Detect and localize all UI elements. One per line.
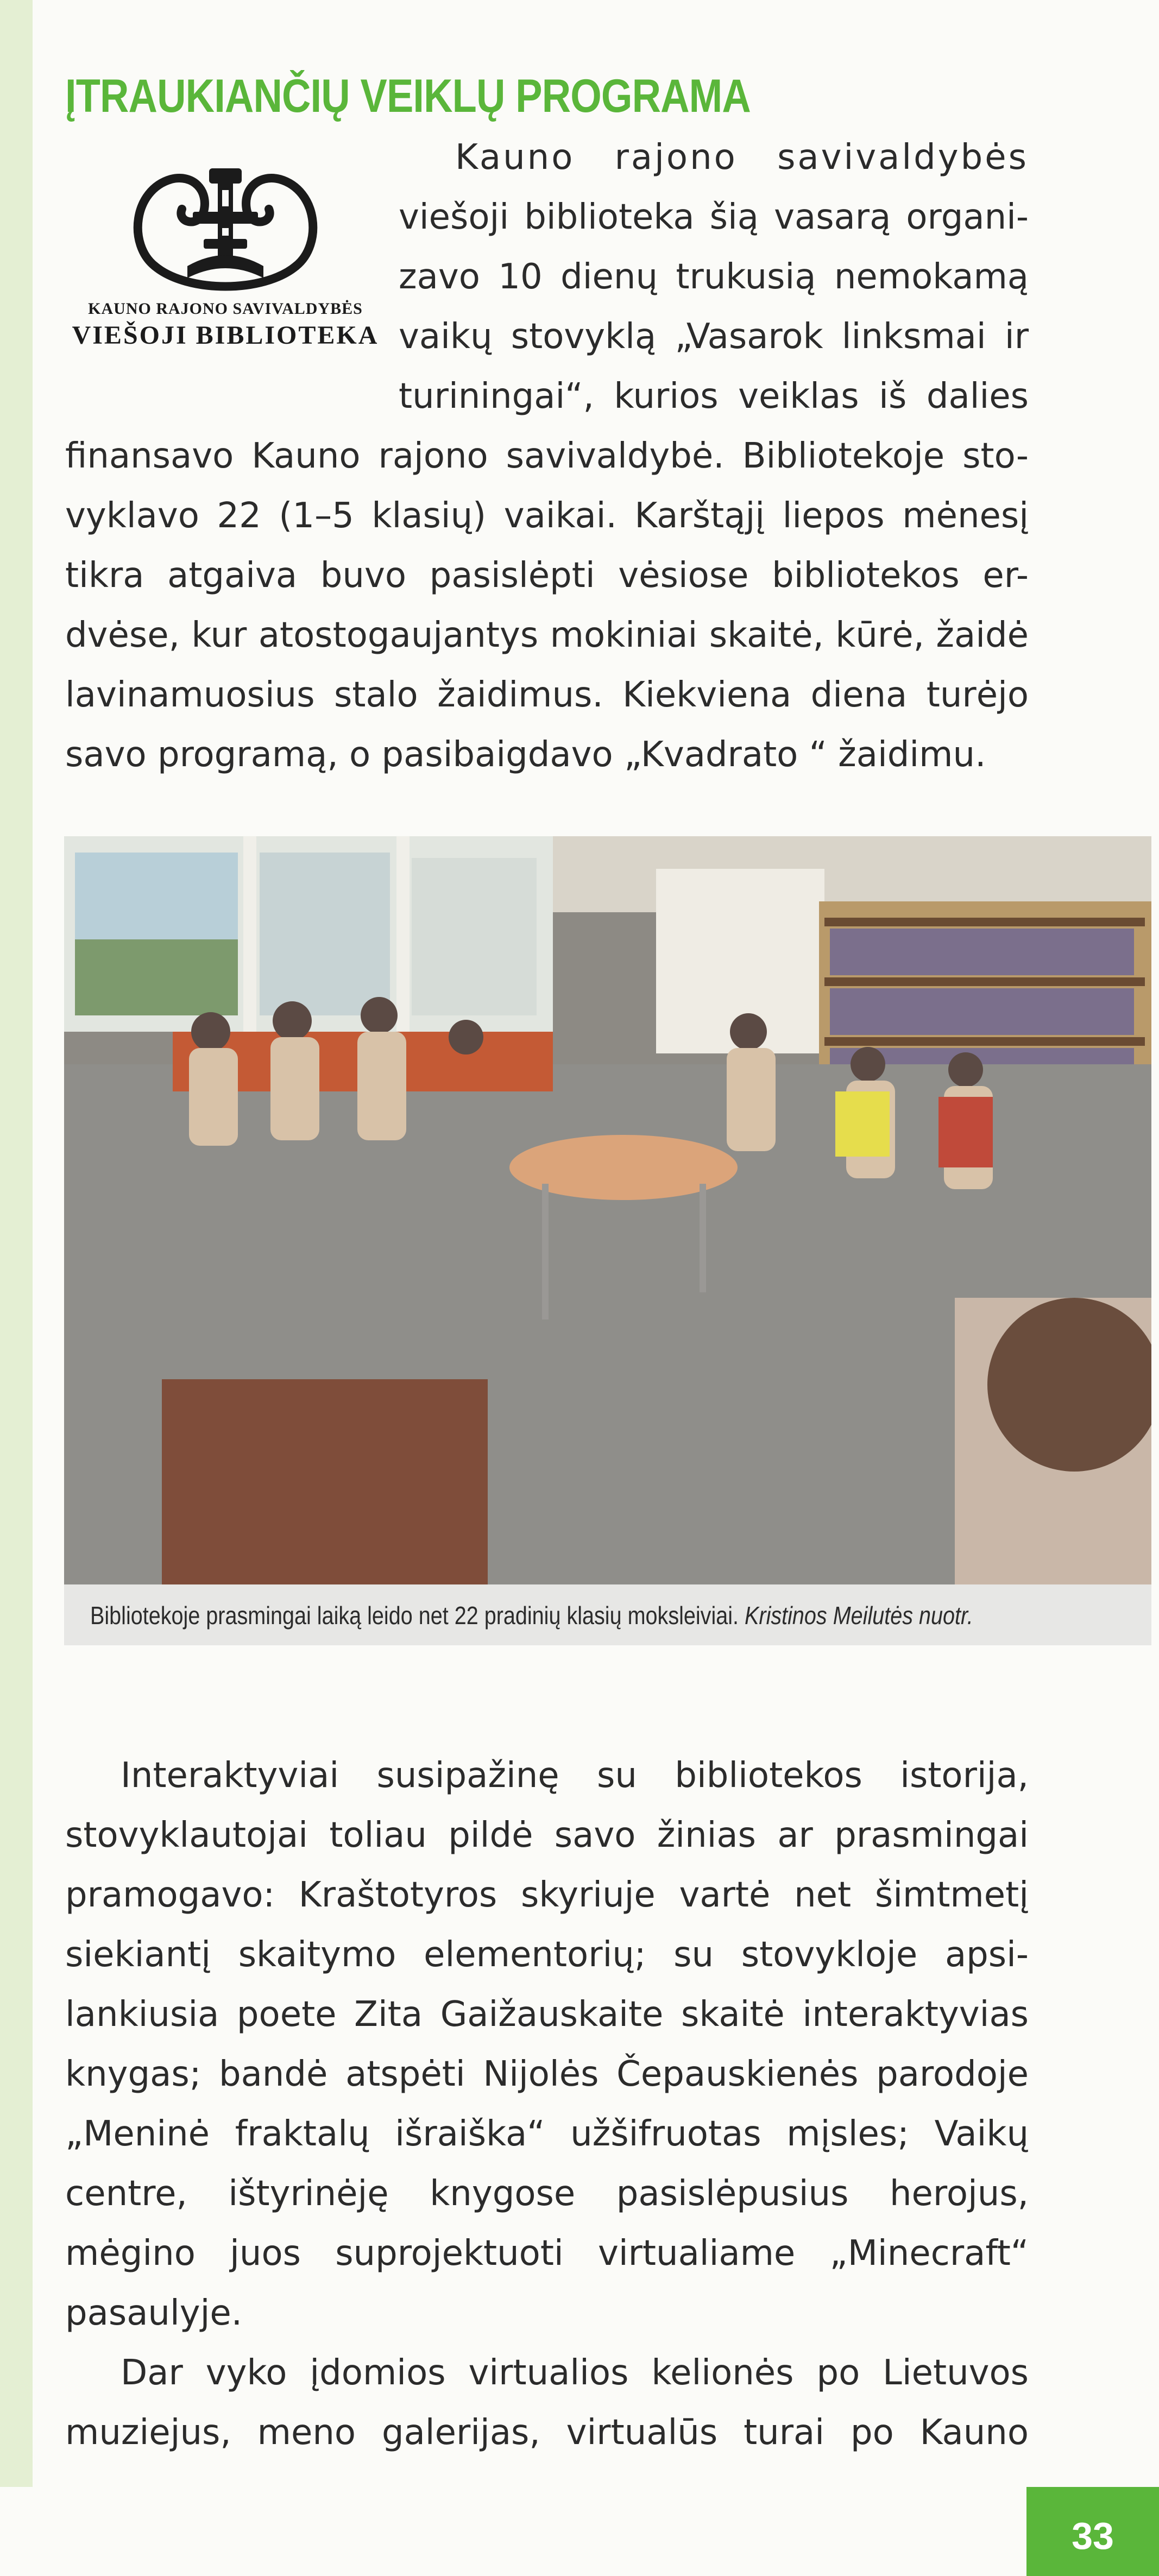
- intro-line: tikra atgaiva buvo pasislėpti vėsiose bibliotekos er-: [65, 555, 1029, 596]
- intro-line: finansavo Kauno rajono savivaldybė. Bibliotekoje sto-: [65, 436, 1029, 476]
- library-emblem-icon: [122, 157, 329, 304]
- body-line: lankiusia poete Zita Gaižauskaite skaitė interaktyvias: [65, 1994, 1029, 2035]
- body-line: Dar vyko įdomios virtualios kelionės po Lietuvos: [121, 2353, 1029, 2393]
- library-photo: [64, 836, 1151, 1584]
- intro-line: vaikų stovyklą „Vasarok linksmai ir: [399, 317, 1029, 357]
- body-line: pramogavo: Kraštotyros skyriuje vartė net šimtmetį: [65, 1875, 1029, 1915]
- intro-line: zavo 10 dienų trukusią nemokamą: [399, 257, 1029, 297]
- intro-line: savo programą, o pasibaigdavo „Kvadrato “ žaidimu.: [65, 735, 986, 775]
- caption-text: Bibliotekoje prasmingai laiką leido net 22 pradinių klasių moksleiviai.: [90, 1601, 739, 1630]
- intro-line: lavinamuosius stalo žaidimus. Kiekviena diena turėjo: [65, 675, 1029, 715]
- intro-line: turiningai“, kurios veiklas iš dalies: [399, 376, 1029, 416]
- article-title: ĮTRAUKIANČIŲ VEIKLŲ PROGRAMA: [65, 70, 751, 122]
- library-logo: [71, 157, 380, 364]
- page-number: 33: [1072, 2515, 1114, 2557]
- body-line: stovyklautojai toliau pildė savo žinias ar prasmingai: [65, 1815, 1029, 1855]
- intro-line: dvėse, kur atostogaujantys mokiniai skaitė, kūrė, žaidė: [65, 615, 1029, 655]
- intro-line: viešoji biblioteka šią vasarą organi-: [399, 197, 1029, 237]
- body-line: pasaulyje.: [65, 2293, 243, 2333]
- intro-line: vyklavo 22 (1–5 klasių) vaikai. Karštąjį liepos mėnesį: [65, 496, 1029, 536]
- body-line: centre, ištyrinėję knygose pasislėpusius herojus,: [65, 2174, 1029, 2214]
- body-line: Interaktyviai susipažinę su bibliotekos istorija,: [121, 1756, 1029, 1796]
- intro-line: Kauno rajono savivaldybės: [455, 137, 1029, 178]
- margin-color-strip: [0, 0, 33, 2487]
- photo-caption: [90, 1601, 973, 1630]
- photo-credit: Kristinos Meilutės nuotr.: [745, 1601, 973, 1630]
- body-line: „Meninė fraktalų išraiška“ užšifruotas mįsles; Vaikų: [65, 2114, 1029, 2154]
- logo-text-line1: KAUNO RAJONO SAVIVALDYBĖS: [88, 300, 363, 318]
- body-line: mėgino juos suprojektuoti virtualiame „Minecraft“: [65, 2233, 1029, 2274]
- body-line: knygas; bandė atspėti Nijolės Čepauskienės parodoje: [65, 2054, 1029, 2094]
- body-line: muziejus, meno galerijas, virtualūs turai po Kauno: [65, 2413, 1029, 2453]
- photo-caption-bar: [64, 1584, 1151, 1645]
- body-line: siekiantį skaitymo elementorių; su stovykloje apsi-: [65, 1935, 1029, 1975]
- logo-text-line2: VIEŠOJI BIBLIOTEKA: [72, 321, 379, 350]
- page-number-box: [1026, 2487, 1159, 2576]
